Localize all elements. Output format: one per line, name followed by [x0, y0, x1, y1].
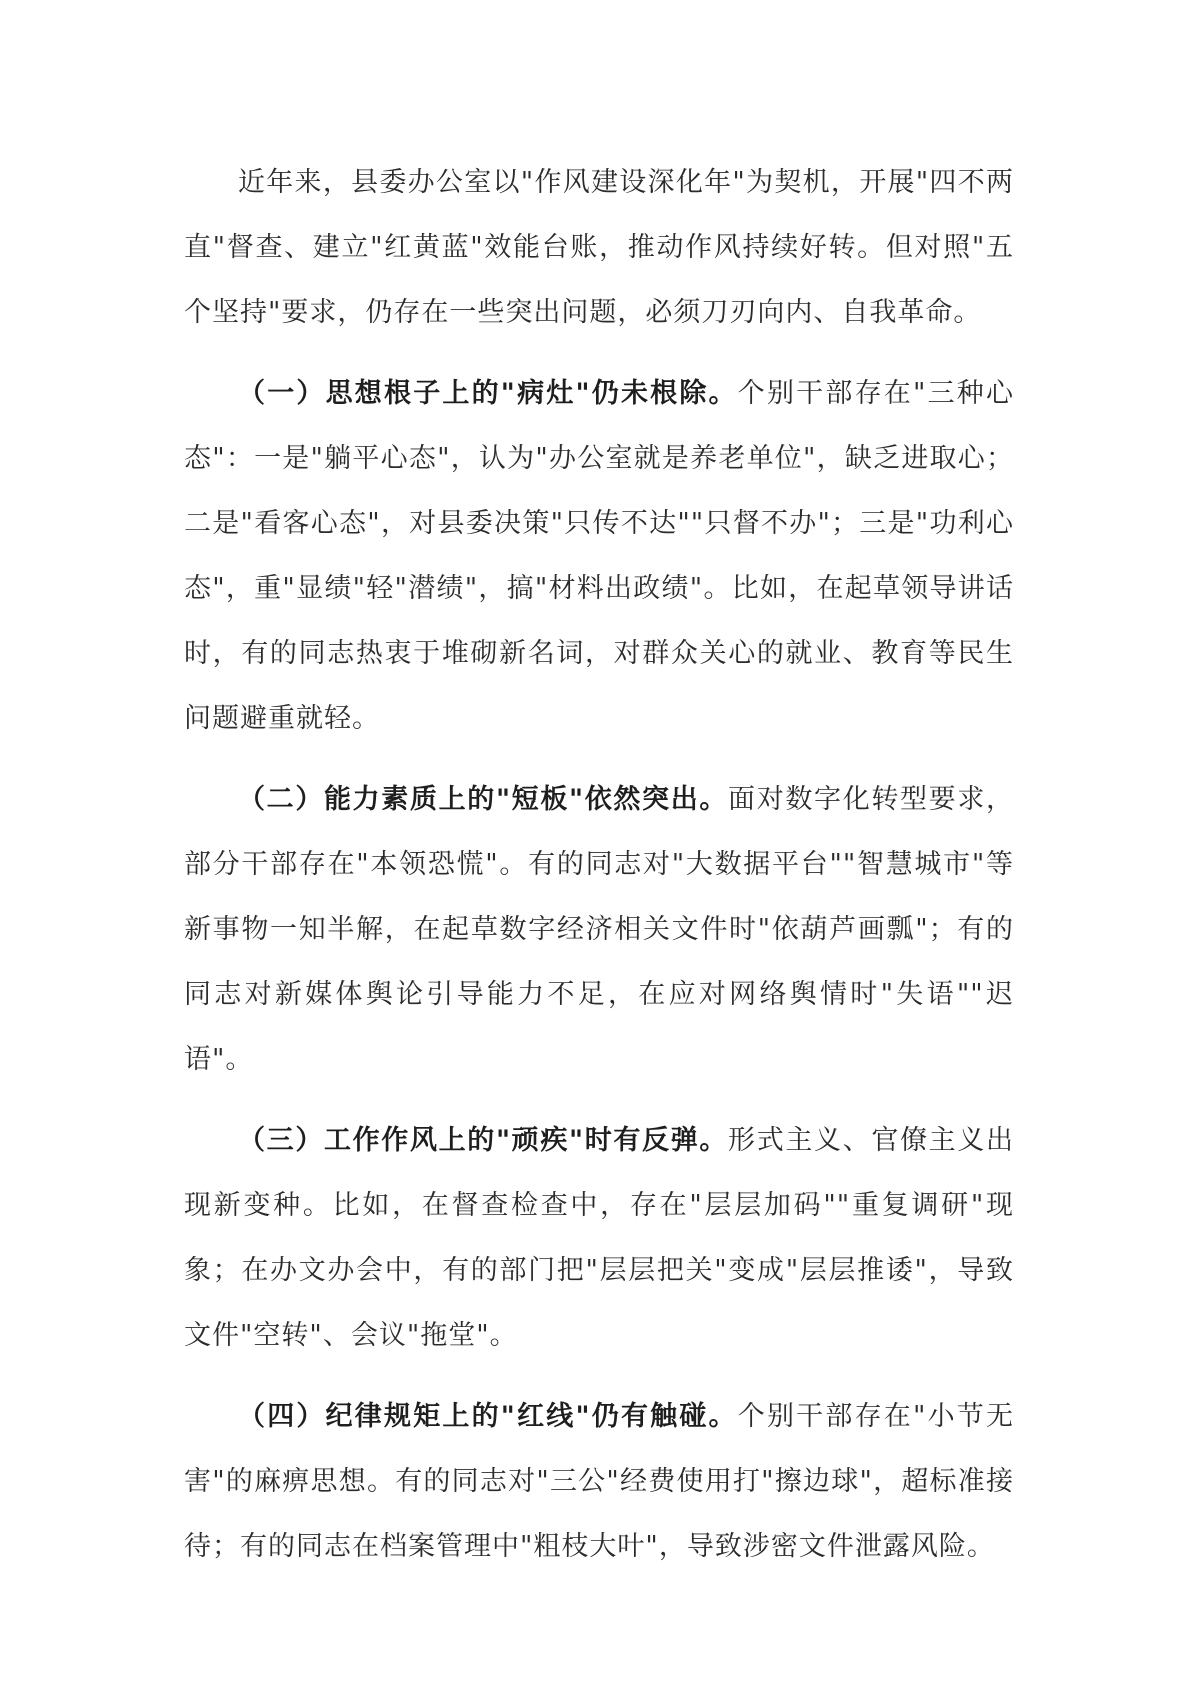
section-3-paragraph — [184, 1108, 1014, 1368]
section-1-paragraph — [184, 361, 1014, 751]
section-4-heading: （四）纪律规矩上的"红线"仍有触碰。 — [238, 1401, 738, 1432]
section-4-paragraph — [184, 1384, 1014, 1579]
section-2-paragraph — [184, 767, 1014, 1092]
section-1-body: 个别干部存在"三种心态"：一是"躺平心态"，认为"办公室就是养老单位"，缺乏进取心；二是"看客心态"，对县委决策"只传不达""只督不办"；三是"功利心态"，重"显绩"轻"潜绩"，搞"材料出政绩"。比如，在起草领导讲话时，有的同志热衷于堆砌新名词，对群众关心的就业、教育等民生问题避重就轻。 — [184, 378, 1014, 734]
intro-paragraph — [184, 150, 1014, 345]
section-4-body: 个别干部存在"小节无害"的麻痹思想。有的同志对"三公"经费使用打"擦边球"，超标准接待；有的同志在档案管理中"粗枝大叶"，导致涉密文件泄露风险。 — [184, 1401, 1014, 1562]
section-3-body: 形式主义、官僚主义出现新变种。比如，在督查检查中，存在"层层加码""重复调研"现象；在办文办会中，有的部门把"层层把关"变成"层层推诿"，导致文件"空转"、会议"拖堂"。 — [184, 1125, 1014, 1351]
section-2-body: 面对数字化转型要求，部分干部存在"本领恐慌"。有的同志对"大数据平台""智慧城市"等新事物一知半解，在起草数字经济相关文件时"依葫芦画瓢"；有的同志对新媒体舆论引导能力不足，在应对网络舆情时"失语""迟语"。 — [184, 784, 1014, 1075]
section-3-heading: （三）工作作风上的"顽疾"时有反弹。 — [238, 1125, 729, 1156]
intro-text: 近年来，县委办公室以"作风建设深化年"为契机，开展"四不两直"督查、建立"红黄蓝"效能台账，推动作风持续好转。但对照"五个坚持"要求，仍存在一些突出问题，必须刀刃向内、自我革命。 — [184, 167, 1014, 328]
section-2-heading: （二）能力素质上的"短板"依然突出。 — [238, 784, 729, 815]
document-body — [184, 150, 1014, 1595]
section-1-heading: （一）思想根子上的"病灶"仍未根除。 — [238, 378, 738, 409]
